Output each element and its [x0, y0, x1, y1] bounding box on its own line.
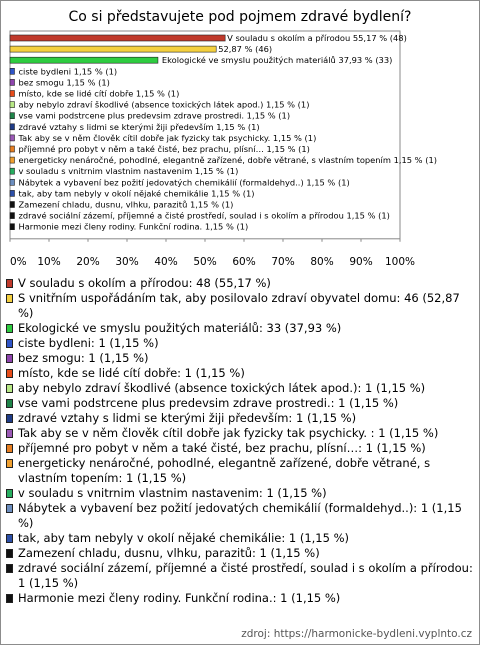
- legend-label: S vnitřním uspořádáním tak, aby posilovalo zdraví obyvatel domu: 46 (52,87 %): [18, 291, 460, 320]
- bar-data-label: Tak aby se v něm člověk cítil dobře jak fyzicky tak psychicky. 1,15 % (1): [18, 132, 317, 143]
- legend-swatch: [6, 324, 13, 333]
- legend-swatch: [6, 429, 13, 438]
- legend-swatch: [6, 354, 13, 363]
- bar-data-label: Ekologické ve smyslu použitých materiálů 37,93 % (33): [161, 55, 393, 66]
- legend-swatch: [6, 384, 13, 393]
- legend-label: V souladu s okolím a přírodou: 48 (55,17 %): [18, 276, 271, 290]
- bar-data-label: vse vami podstrcene plus predevsim zdrave prostredi. 1,15 % (1): [18, 110, 291, 121]
- legend-swatch: [6, 534, 13, 543]
- legend-item: [6, 546, 474, 561]
- legend-item: [6, 276, 474, 291]
- legend-swatch: [6, 279, 13, 288]
- legend-item: [6, 321, 474, 336]
- legend-item: [6, 366, 474, 381]
- bar-data-label: Zamezení chladu, dusnu, vlhku, parazitů 1,15 % (1): [18, 199, 234, 210]
- legend-label: Tak aby se v něm člověk cítil dobře jak fyzicky tak psychicky. : 1 (1,15 %): [18, 426, 439, 440]
- legend-item: [6, 411, 474, 426]
- bar: [10, 35, 225, 41]
- bar: [10, 135, 14, 141]
- chart-legend: [6, 276, 474, 606]
- x-tick-label: 90%: [349, 256, 373, 268]
- bar-data-label: ciste bydleni 1,15 % (1): [18, 66, 118, 77]
- bar-data-label: 52,87 % (46): [218, 44, 273, 55]
- bar-data-label: příjemné pro pobyt v něm a také čisté, bez prachu, plísní… 1,15 % (1): [18, 144, 310, 154]
- legend-label: Nábytek a vybavení bez požití jedovatých chemikálií (formaldehyd..): 1 (1,15 %): [18, 501, 462, 530]
- legend-swatch: [6, 549, 13, 558]
- bar: [10, 57, 158, 63]
- legend-item: [6, 456, 474, 486]
- legend-label: Zamezení chladu, dusnu, vlhku, parazitů: 1 (1,15 %): [18, 546, 320, 560]
- legend-item: [6, 531, 474, 546]
- legend-label: Ekologické ve smyslu použitých materiálů: 33 (37,93 %): [18, 321, 342, 335]
- legend-label: ciste bydleni: 1 (1,15 %): [18, 336, 159, 350]
- x-tick-label: 60%: [232, 256, 256, 268]
- bar-data-label: Harmonie mezi členy rodiny. Funkční rodina. 1,15 % (1): [18, 221, 249, 232]
- bar: [10, 224, 14, 230]
- legend-label: Harmonie mezi členy rodiny. Funkční rodina.: 1 (1,15 %): [18, 591, 341, 605]
- bar: [10, 190, 14, 196]
- legend-label: zdravé vztahy s lidmi se kterými žiji především: 1 (1,15 %): [18, 411, 357, 425]
- legend-label: aby nebylo zdraví škodlivé (absence toxických látek apod.): 1 (1,15 %): [18, 381, 426, 395]
- x-tick-label: 10%: [37, 256, 61, 268]
- legend-label: příjemné pro pobyt v něm a také čisté, bez prachu, plísní…: 1 (1,15 %): [18, 441, 426, 455]
- legend-item: [6, 396, 474, 411]
- legend-item: [6, 501, 474, 531]
- legend-item: [6, 426, 474, 441]
- legend-item: [6, 441, 474, 456]
- x-tick-label: 80%: [310, 256, 334, 268]
- bar: [10, 179, 14, 185]
- x-tick-label: 20%: [76, 256, 100, 268]
- bar: [10, 124, 14, 130]
- legend-label: zdravé sociální zázemí, příjemné a čisté prostředí, soulad i s okolím a přírodou: 1 (1,15 %): [18, 561, 473, 590]
- source-note: zdroj: https://harmonicke-bydleni.vyplnto.cz: [241, 628, 472, 640]
- bar-data-label: místo, kde se lidé cítí dobře 1,15 % (1): [18, 88, 180, 99]
- bar: [10, 46, 216, 52]
- x-tick-label: 70%: [271, 256, 295, 268]
- legend-label: v souladu s vnitrnim vlastnim nastavenim: 1 (1,15 %): [18, 486, 327, 500]
- legend-label: tak, aby tam nebyly v okolí nějaké chemikálie: 1 (1,15 %): [18, 531, 350, 545]
- legend-swatch: [6, 489, 13, 498]
- bar-data-label: aby nebylo zdraví škodlivé (absence toxických látek apod.) 1,15 % (1): [18, 99, 310, 110]
- bar-data-label: zdravé sociální zázemí, příjemné a čisté prostředí, soulad i s okolím a přírodou 1,15 % (1): [18, 210, 390, 221]
- legend-item: [6, 291, 474, 321]
- legend-swatch: [6, 369, 13, 378]
- legend-swatch: [6, 564, 13, 573]
- bar-data-label: bez smogu 1,15 % (1): [18, 77, 110, 88]
- legend-label: bez smogu: 1 (1,15 %): [18, 351, 149, 365]
- legend-swatch: [6, 294, 13, 303]
- bar: [10, 102, 14, 108]
- legend-item: [6, 351, 474, 366]
- bar-data-label: V souladu s okolím a přírodou 55,17 % (48): [227, 33, 407, 43]
- legend-item: [6, 336, 474, 351]
- legend-swatch: [6, 504, 13, 513]
- x-tick-label: 40%: [154, 256, 178, 268]
- bar: [10, 202, 14, 208]
- legend-item: [6, 561, 474, 591]
- legend-swatch: [6, 339, 13, 348]
- bar: [10, 79, 14, 85]
- legend-item: [6, 381, 474, 396]
- x-tick-label: 0%: [10, 256, 27, 268]
- legend-swatch: [6, 459, 13, 468]
- x-tick-label: 100%: [384, 256, 416, 268]
- bar-data-label: zdravé vztahy s lidmi se kterými žiji především 1,15 % (1): [18, 121, 260, 132]
- legend-swatch: [6, 414, 13, 423]
- bar-data-label: v souladu s vnitrnim vlastnim nastavenim 1,15 % (1): [18, 166, 239, 177]
- bar-chart: [0, 0, 480, 275]
- chart-title: Co si představujete pod pojmem zdravé bydlení?: [68, 9, 412, 25]
- legend-label: vse vami podstrcene plus predevsim zdrave prostredi.: 1 (1,15 %): [18, 396, 399, 410]
- bar: [10, 146, 14, 152]
- x-tick-label: 50%: [193, 256, 217, 268]
- bar: [10, 157, 14, 163]
- bar: [10, 91, 14, 97]
- legend-swatch: [6, 444, 13, 453]
- bar: [10, 213, 14, 219]
- legend-item: [6, 486, 474, 501]
- bar: [10, 168, 14, 174]
- bar: [10, 113, 14, 119]
- legend-item: [6, 591, 474, 606]
- bar-data-label: Nábytek a vybavení bez požití jedovatých chemikálií (formaldehyd..) 1,15 % (1): [18, 177, 350, 188]
- legend-label: energeticky nenáročné, pohodlné, elegantně zařízené, dobře větrané, s vlastním topením: 1 (1,15 %): [18, 456, 431, 485]
- legend-swatch: [6, 399, 13, 408]
- bar-data-label: tak, aby tam nebyly v okolí nějaké chemikálie 1,15 % (1): [18, 188, 255, 199]
- x-tick-label: 30%: [115, 256, 139, 268]
- legend-label: místo, kde se lidé cítí dobře: 1 (1,15 %): [18, 366, 245, 380]
- legend-swatch: [6, 594, 13, 603]
- bar-data-label: energeticky nenáročné, pohodlné, elegantně zařízené, dobře větrané, s vlastním topením 1,15 % (1): [18, 155, 437, 166]
- bar: [10, 68, 14, 74]
